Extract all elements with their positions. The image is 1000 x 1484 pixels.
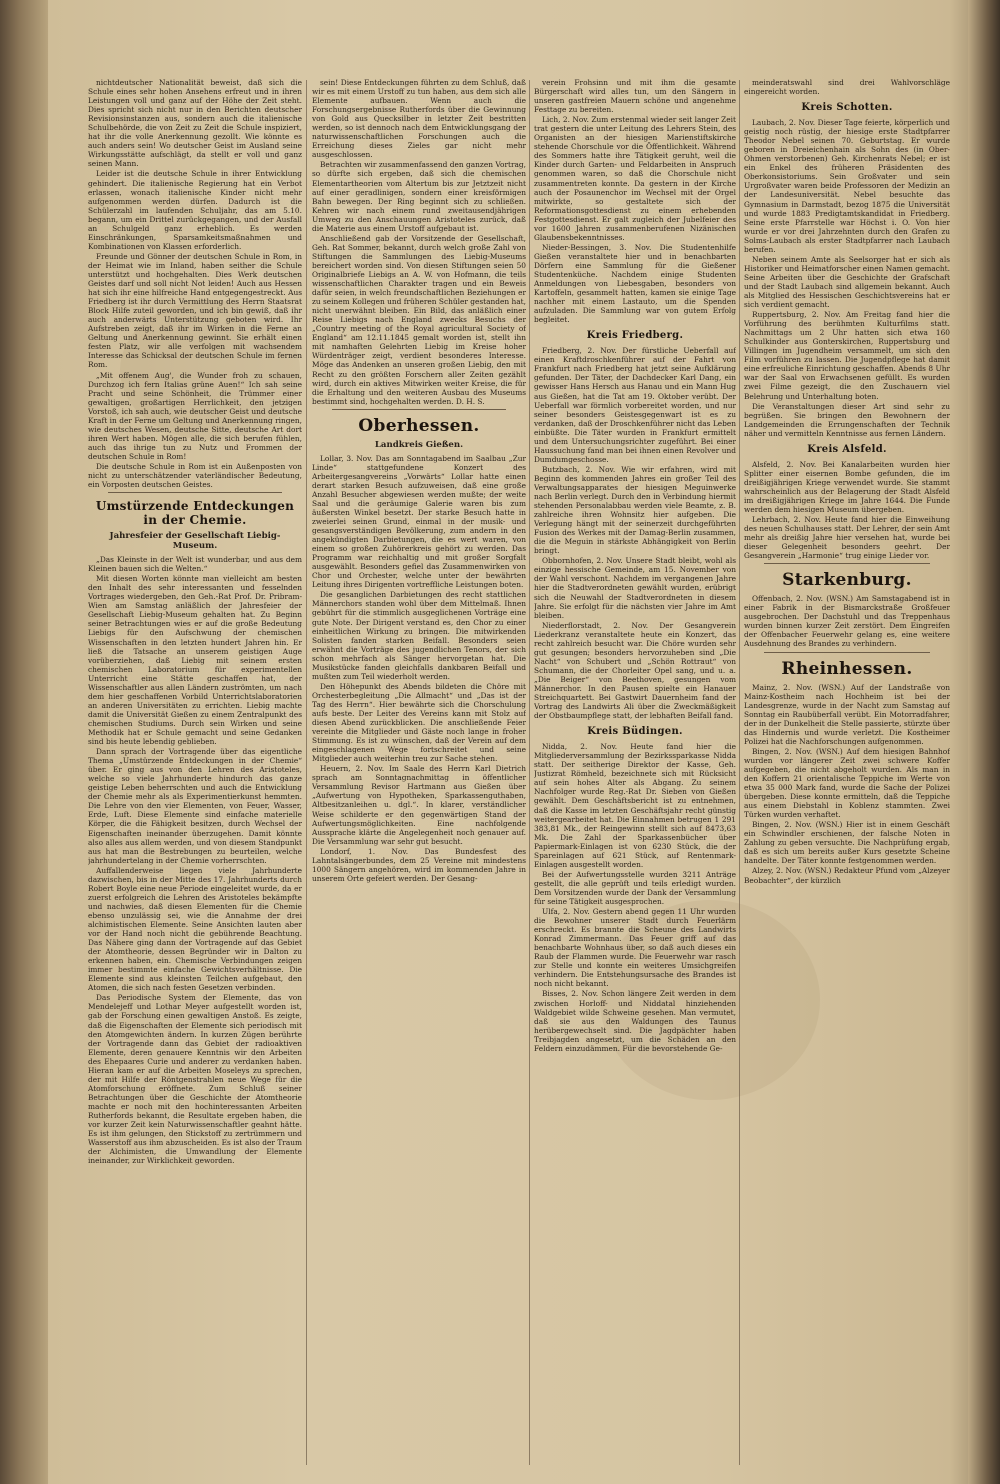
- page-edge-shadow: [968, 0, 1000, 1484]
- paragraph: Nidda, 2. Nov. Heute fand hier die Mitgliederversammlung der Bezirkssparkasse Nidda statt. Der seitherige Direktor der Kasse, Geh. Justizrat Römheld, bezeichnete sich mit Rücksicht auf sein hohes Alter als Abgang. Zu seinem Nachfolger wurde Reg.-Rat Dr. Sieben von Gießen gewählt. Dem Geschäftsbericht ist zu entnehmen, daß die Kasse im letzten Geschäftsjahr recht günstig weitergearbeitet hat. Die Einnahmen betrugen 1 291 383,81 Mk., der Reingewinn stellt sich auf 8473,63 Mk. Die Zahl der Sparkassenbücher über Papiermark-Einlagen ist von 6230 Stück, die der Spareinlagen auf 621 Stück, auf Rentenmark-Einlagen ausgestellt worden.: [534, 742, 736, 869]
- district-heading-alsfeld: Kreis Alsfeld.: [807, 443, 887, 455]
- paragraph: Niederflorstadt, 2. Nov. Der Gesangverein Liederkranz veranstaltete heute ein Konzert, das recht zahlreich besucht war. Die Chöre wurden sehr gut gesungen; besonders hervorzuheben sind „Die Nacht“ von Schubert und „Schön Rottraut“ von Schumann, die der Chorleiter Opel sang, und u. a. „Die Beiger“ von Beethoven, gesungen vom Männerchor. In den Pausen spielte ein Hanauer Streichquartett. Bei Gastwirt Dauernheim fand der Vortrag des Landwirts Ali über die Zweckmäßigkeit der Obstbaumpflege statt, der lebhaften Beifall fand.: [534, 620, 736, 721]
- column-rule: [739, 80, 740, 1465]
- column-1: [88, 78, 302, 1468]
- column-4-starkenburg-news: [744, 594, 950, 648]
- column-2-news: [312, 454, 526, 883]
- paragraph: „Das Kleinste in der Welt ist wunderbar, und aus dem Kleinen bauen sich die Welten.“: [88, 555, 302, 574]
- column-1-text: [88, 78, 302, 489]
- paragraph: Obbornhofen, 2. Nov. Unsere Stadt bleibt, wohl als einzige hessische Gemeinde, am 15. November von der Wahl verschont. Nachdem im vergangenen Jahre hier die Stadtverordneten gewählt wurden, erübrigt sich die Neuwahl der Stadtverordneten in diesem Jahre. Sie erfolgt für die nächsten vier Jahre im Amt bleiben.: [534, 556, 736, 620]
- column-rule: [306, 80, 307, 1465]
- paragraph: Freunde und Gönner der deutschen Schule in Rom, in der Heimat wie im Inland, haben seither die Schule unterstützt und hochgehalten. Dies Werk deutschen Geistes darf und soll nicht Not leiden! Auch aus Hessen hat sich ihr eine hilfreiche Hand entgegengestreckt. Aus Friedberg ist ihr durch Vermittlung des Herrn Staatsrat Block Hilfe zuteil geworden, und ich bin gewiß, daß ihr auch anderwärts Unterstützung geboten wird. Ihr Aufstreben zeigt, daß ihr im Wirken in die Ferne an Geltung und Anerkennung gewinnt. Sie erhält einen festen Platz, wir alle verfolgen mit wachsendem Interesse das Schicksal der deutschen Schule im fernen Rom.: [88, 251, 302, 370]
- article-body-chemie: [88, 555, 302, 1165]
- paragraph: Lehrbach, 2. Nov. Heute fand hier die Einweihung des neuen Schulhauses statt. Der Lehrer, der sein Amt mehr als dreißig Jahre hier versehen hat, wurde bei dieser Gelegenheit besonders geehrt. Der Gesangverein „Harmonie“ trug einige Lieder vor.: [744, 515, 950, 561]
- paragraph: Bingen, 2. Nov. (WSN.) Hier ist in einem Geschäft ein Schwindler erschienen, der falsche Noten in Zahlung zu geben versuchte. Die Nachprüfung ergab, daß es sich um bereits außer Kurs gesetzte Scheine handelte. Der Täter konnte festgenommen werden.: [744, 820, 950, 866]
- column-4-alsfeld-news: [744, 460, 950, 561]
- paragraph: Alsfeld, 2. Nov. Bei Kanalarbeiten wurden hier Splitter einer eisernen Bombe gefunden, die im dreißigjährigen Kriege verwendet wurde. Sie stammt wahrscheinlich aus der Belagerung der Stadt Alsfeld im dreißigjährigen Kriege im Jahre 1644. Die Funde werden dem hiesigen Museum übergeben.: [744, 459, 950, 514]
- article-subheadline-liebig: Jahresfeier der Gesellschaft Liebig-Museum.: [109, 531, 281, 552]
- column-4: [744, 78, 950, 1468]
- paragraph: Ruppertsburg, 2. Nov. Am Freitag fand hier die Vorführung des berühmten Kulturfilms statt. Nachmittags um 2 Uhr hatten sich etwa 160 Schulkinder aus Gonterskirchen, Ruppertsburg und Villingen im Jugendheim versammelt, um sich den Film vorführen zu lassen. Die Jugendpflege hat damit eine erfreuliche Einrichtung geschaffen. Abends 8 Uhr war der Saal von Erwachsenen gefüllt. Es wurden zwei Filme gezeigt, die den Zuschauern viel Belehrung und Unterhaltung boten.: [744, 310, 950, 401]
- paragraph: Das Periodische System der Elemente, das von Mendelejeff und Lothar Meyer aufgestellt worden ist, gab der Forschung einen gewaltigen Anstoß. Es zeigte, daß die Eigenschaften der Elemente sich periodisch mit den Atomgewichten ändern. In kurzen Zügen berührte der Vortragende dann das Gebiet der radioaktiven Elemente, deren genauere Kenntnis wir den Arbeiten des Ehepaares Curie und anderer zu verdanken haben. Hieran kam er auf die Arbeiten Moseleys zu sprechen, der mit Hilfe der Röntgenstrahlen neue Wege für die Atomforschung eröffnete. Zum Schluß seiner Betrachtungen über die Geschichte der Atomtheorie machte er noch mit den hochinteressanten Arbeiten Rutherfords bekannt, die Resultate ergeben haben, die vor kurzer Zeit kein Naturwissenschaftler geahnt hätte. Es ist ihm gelungen, den Stickstoff zu zertrümmern und Wasserstoff aus ihm abzuscheiden. Es ist also der Traum der Alchimisten, die Umwandlung der Elemente ineinander, zur Wirklichkeit geworden.: [88, 993, 302, 1166]
- paragraph: Die gesanglichen Darbietungen des recht stattlichen Männerchors standen wohl über dem Mittelmaß. Ihnen gebührt für die stimmlich ausgeglichenen Vorträge eine gute Note. Der Dirigent verstand es, den Chor zu einer einheitlichen Wirkung zu bringen. Die mitwirkenden Solisten fanden starken Beifall. Besonders seien erwähnt die Vorträge des jugendlichen Tenors, der sich schon mehrfach als Sänger hervorgetan hat. Die Musikstücke fanden gleichfalls dankbaren Beifall und mußten zum Teil wiederholt werden.: [312, 590, 526, 681]
- paragraph: Lollar, 3. Nov. Das am Sonntagabend im Saalbau „Zur Linde“ stattgefundene Konzert des Arbeitergesangvereins „Vorwärts“ Lollar hatte einen derart starken Besuch aufzuweisen, daß eine große Anzahl Besucher abgewiesen werden mußte; der weite Saal und die geräumige Galerie waren bis zum äußersten Winkel besetzt. Der starke Besuch hatte in zweierlei seinen Grund, einmal in der musik- und gesangsverständigen Bevölkerung, zum andern in den angekündigten Darbietungen, die es wert waren, von einem so großen Zuhörerkreis gehört zu werden. Das Programm war reichhaltig und mit großer Sorgfalt ausgewählt. Besonders gefiel das Zusammenwirken von Chor und Orchester, welche unter der bewährten Leitung ihres Dirigenten vortreffliche Leistungen boten.: [312, 453, 526, 590]
- district-heading-friedberg: Kreis Friedberg.: [586, 330, 684, 342]
- district-heading-buedingen: Kreis Büdingen.: [587, 726, 683, 738]
- paragraph: Ulfa, 2. Nov. Gestern abend gegen 11 Uhr wurden die Bewohner unserer Stadt durch Feuerlärm erschreckt. Es brannte die Scheune des Landwirts Konrad Zimmermann. Das Feuer griff auf das benachbarte Wohnhaus über, so daß auch dieses ein Raub der Flammen wurde. Die Feuerwehr war rasch zur Stelle und konnte ein weiteres Umsichgreifen verhindern. Die Entstehungsursache des Brandes ist noch nicht bekannt.: [534, 907, 736, 989]
- section-divider: [332, 409, 506, 410]
- paragraph: „Mit offenem Aug', die Wunder froh zu schauen, Durchzog ich fern Italias grüne Auen!“ Ich sah seine Pracht und seine Schönheit, die Trümmer einer gewaltigen, großartigen Herrlichkeit, den jetzigen Vorstoß, ich sah auch, wie deutscher Geist und deutsche Kraft in der Ferne um Geltung und Anerkennung ringen, wie deutsches Wesen, deutsche Sitte, deutsche Art dort ihren Wert haben. Mögen alle, die sich berufen fühlen, auch das ihrige tun zu Nutz und Frommen der deutschen Schule in Rom!: [88, 370, 302, 461]
- column-3-text: [534, 78, 736, 324]
- paragraph: verein Frohsinn und mit ihm die gesamte Bürgerschaft wird alles tun, um den Sängern in unseren gastfreien Mauern schöne und angenehme Festtage zu bereiten.: [534, 78, 736, 115]
- section-divider: [764, 563, 930, 564]
- book-binding-gutter: [0, 0, 48, 1484]
- paragraph: Leider ist die deutsche Schule in ihrer Entwicklung gehindert. Die italienische Regierung hat ein Verbot erlassen, wonach italienische Kinder nicht mehr aufgenommen werden dürfen. Dadurch ist die Schülerzahl im laufenden Schuljahr, das am 5.10. begann, um ein Drittel zurückgegangen, und der Ausfall an Schulgeld ganz erheblich. Es werden Einschränkungen, Sparsamkeitsmaßnahmen und Kombinationen von Klassen erforderlich.: [88, 169, 302, 251]
- paragraph: Die Veranstaltungen dieser Art sind sehr zu begrüßen. Sie bringen den Bewohnern der Landgemeinden die Errungenschaften der Technik näher und vermitteln Kenntnisse aus fernen Ländern.: [744, 401, 950, 438]
- paragraph: Laubach, 2. Nov. Dieser Tage feierte, körperlich und geistig noch rüstig, der hiesige erste Stadtpfarrer Theodor Nebel seinen 70. Geburtstag. Er wurde geboren in Dreieichenhain als Sohn des (in Ober-Ohmen verstorbenen) Geh. Kirchenrats Nebel; er ist ein Enkel des früheren Präsidenten des Oberkonsistoriums. Sein Großvater und sein Urgroßvater waren beide Professoren der Medizin an der Landesuniversität. Nebel besuchte das Gymnasium in Darmstadt, bezog 1875 die Universität und wurde 1883 Predigtamtskandidat in Friedberg. Seine erste Pfarrstelle war Höchst i. O. Von hier wurde er vor drei Jahrzehnten durch den Grafen zu Solms-Laubach als erster Stadtpfarrer nach Laubach berufen.: [744, 118, 950, 254]
- paragraph: Londorf, 1. Nov. Das Bundesfest des Lahntalsängerbundes, dem 25 Vereine mit mindestens 1000 Sängern angehören, wird im kommenden Jahre in unserem Orte gefeiert werden. Der Gesang-: [312, 846, 526, 883]
- paragraph: Bingen, 2. Nov. (WSN.) Auf dem hiesigen Bahnhof wurden vor längerer Zeit zwei schwere Koffer aufgegeben, die nicht abgeholt wurden. Als man in den Koffern 21 orientalische Teppiche im Werte von etwa 35 000 Mark fand, wurde die Sache der Polizei übergeben. Diese konnte ermitteln, daß die Teppiche aus einem Diebstahl in Koblenz stammten. Zwei Türken wurden verhaftet.: [744, 746, 950, 820]
- column-3-buedingen-news: [534, 742, 736, 1053]
- district-heading-schotten: Kreis Schotten.: [801, 102, 893, 114]
- paragraph: Die deutsche Schule in Rom ist ein Außenposten von nicht zu unterschätzender vaterländischer Bedeutung, ein Vorposten deutschen Geistes.: [88, 461, 302, 490]
- paragraph: Alzey, 2. Nov. (WSN.) Redakteur Pfund vom „Alzeyer Beobachter“, der kürzlich: [744, 866, 950, 885]
- paragraph: Den Höhepunkt des Abends bildeten die Chöre mit Orchesterbegleitung „Die Allmacht“ und „Das ist der Tag des Herrn“. Hier bewährte sich die Chorschulung aufs beste. Der Leiter des Vereins kann mit Stolz auf diesen Abend zurückblicken. Die anschließende Feier vereinte die Mitglieder und Gäste noch lange in froher Stimmung. Es ist zu wünschen, daß der Verein auf dem eingeschlagenen Wege fortschreitet und seine Mitglieder auch weiterhin treu zur Sache stehen.: [312, 681, 526, 764]
- paragraph: Nieder-Bessingen, 3. Nov. Die Studentenhilfe Gießen veranstaltete hier und in benachbarten Dörfern eine Sammlung für die Gießener Studentenküche. Nachdem einige Studenten Anmeldungen von Liebesgaben, besonders von Kartoffeln, gesammelt hatten, kamen sie einige Tage nachher mit einem Lastauto, um die Spenden aufzuladen. Die Sammlung war von gutem Erfolg begleitet.: [534, 242, 736, 325]
- paragraph: Bei der Aufwertungsstelle wurden 3211 Anträge gestellt, die alle geprüft und teils erledigt wurden. Dem Vorsitzenden wurde der Dank der Versammlung für seine Tätigkeit ausgesprochen.: [534, 869, 736, 906]
- paragraph: Auffallenderweise liegen viele Jahrhunderte dazwischen, bis in der Mitte des 17. Jahrhunderts durch Robert Boyle eine neue Periode eingeleitet wurde, da er zuerst erfolgreich die Lehren des Aristoteles bekämpfte und nachwies, daß diesen Elementen für die Chemie ebenso unzulässig sei, wie die Annahme der drei alchimistischen Elemente. Seine Ansichten lauten aber vor der Hand noch nicht die gebührende Beachtung. Das Nähere ging dann der Vortragende auf das Gebiet der Atomtheorie, dessen Begründer wir in Dalton zu erkennen haben, ein. Chemische Verbindungen zeigen immer bestimmte einfache Gewichtsverhältnisse. Die Elemente sind aus kleinsten Teilchen aufgebaut, den Atomen, die sich nach festen Gesetzen verbinden.: [88, 865, 302, 993]
- district-heading-giessen: Landkreis Gießen.: [374, 439, 464, 450]
- paragraph: Betrachten wir zusammenfassend den ganzen Vortrag, so dürfte sich ergeben, daß sich die chemischen Elementartheorien vom Altertum bis zur Jetztzeit nicht auf einer geradlinigen, sondern einer kreisförmigen Bahn bewegen. Der Ring beginnt sich zu schließen. Kehren wir nach einem rund zweitausendjährigen Umweg zu den Anschauungen Aristoteles zurück, daß die Materie aus einem Urstoff aufgebaut ist.: [312, 160, 526, 233]
- paragraph: Friedberg, 2. Nov. Der fürstliche Ueberfall auf einen Kraftdroschkenführer auf der Fahrt von Frankfurt nach Friedberg hat jetzt seine Aufklärung gefunden. Der Täter, der Dachdecker Karl Dang, ein gewisser Hans Hersch aus Hanau und ein Mann Hug aus Gießen, hat die Tat am 19. Oktober verübt. Der Ueberfall war förmlich vorbereitet worden, und nur seiner besonders Geistesgegenwart ist es zu verdanken, daß der Droschkenführer nicht das Leben einbüßte. Die Täter wurden in Frankfurt ermittelt und dem Untersuchungsrichter zugeführt. Bei einer Haussuchung fand man bei ihnen einen Revolver und Dumdumgeschosse.: [534, 346, 736, 464]
- paragraph: Bisses, 2. Nov. Schon längere Zeit werden in dem zwischen Horloff- und Niddatal hinziehenden Waldgebiet wilde Schweine gesehen. Man vermutet, daß sie aus den Waldungen des Taunus herübergewechselt sind. Die Jagdpächter haben Treibjagden angesetzt, um die Schäden an den Feldern einzudämmen. Für die bevorstehende Ge-: [534, 989, 736, 1053]
- column-4-rheinhessen-news: [744, 683, 950, 885]
- region-heading-starkenburg: Starkenburg.: [782, 570, 912, 591]
- paragraph: Lich, 2. Nov. Zum erstenmal wieder seit langer Zeit trat gestern die unter Leitung des Lehrers Stein, des Organisten an der hiesigen Marienstiftskirche stehende Chorschule vor die Öffentlichkeit. Während des Sommers hatte ihre Tätigkeit geruht, weil die Kinder durch Garten- und Feldarbeiten in Anspruch genommen waren, so daß die Chorschule nicht zusammentreten konnte. Da gestern in der Kirche auch der Posaunenchor im Wechsel mit der Orgel mitwirkte, so gestaltete sich der Reformationsgottesdienst zu einem erhebenden Festgottesdienst. Er galt zugleich der Jubelfeier des vor 1600 Jahren zusammenberufenen Nizänischen Glaubensbekenntnisses.: [534, 115, 736, 242]
- region-heading-oberhessen: Oberhessen.: [358, 415, 480, 436]
- section-divider: [108, 492, 282, 493]
- column-3: [534, 78, 736, 1468]
- paragraph: nichtdeutscher Nationalität beweist, daß sich die Schule eines sehr hohen Ansehens erfreut und in ihren Leistungen voll und ganz auf der Höhe der Zeit steht. Dies spricht sich nicht nur in den Berichten deutscher Revisionsinstanzen aus, sondern auch die italienische Schulbehörde, die von Zeit zu Zeit die Schule inspiziert, hat ihr die volle Anerkennung gezollt. Wie könnte es auch anders sein! Wo deutscher Geist im Ausland seine Wirkungsstätte aufschlägt, da stellt er voll und ganz seinen Mann.: [88, 78, 302, 169]
- article-headline-chemie: Umstürzende Entdeckungen in der Chemie.: [95, 499, 295, 528]
- paragraph: Offenbach, 2. Nov. (WSN.) Am Samstagabend ist in einer Fabrik in der Bismarckstraße Großfeuer ausgebrochen. Der Dachstuhl und das Treppenhaus wurden binnen kurzer Zeit zerstört. Dem Eingreifen der Offenbacher Feuerwehr gelang es, eine weitere Ausdehnung des Brandes zu verhindern.: [744, 594, 950, 649]
- column-rule: [529, 80, 530, 1465]
- paragraph: Heuern, 2. Nov. Im Saale des Herrn Karl Dietrich sprach am Sonntagnachmittag in öffentlicher Versammlung Revisor Hartmann aus Gießen über „Aufwertung von Hypotheken, Sparkassenguthaben, Altbesitzanleihen u. dgl.“. In klarer, verständlicher Weise schilderte er den gegenwärtigen Stand der Aufwertungsmöglichkeiten. Eine nachfolgende Aussprache klärte die Angelegenheit noch genauer auf. Die Versammlung war sehr gut besucht.: [312, 764, 526, 846]
- paragraph: sein! Diese Entdeckungen führten zu dem Schluß, daß wir es mit einem Urstoff zu tun haben, aus dem sich alle Elemente aufbauen. Wenn auch die Forschungsergebnisse Rutherfords über die Gewinnung von Gold aus Quecksilber in letzter Zeit bestritten werden, so ist dennoch nach dem Entwicklungsgang der naturwissenschaftlichen Forschungen auch die Erreichung dieses Zieles gar nicht mehr ausgeschlossen.: [312, 78, 526, 160]
- paragraph: Mainz, 2. Nov. (WSN.) Auf der Landstraße von Mainz-Kostheim nach Hochheim ist bei der Landesgrenze, wurde in der Nacht zum Samstag auf Sonntag ein Raubüberfall verübt. Ein Motorradfahrer, der in der Dunkelheit die Stelle passierte, stürzte über das Hindernis und wurde verletzt. Die Kostheimer Polizei hat die Nachforschungen aufgenommen.: [744, 682, 950, 746]
- paragraph: Anschließend gab der Vorsitzende der Gesellschaft, Geh. Rat Sommer, bekannt, durch welch große Zahl von Stiftungen die Sammlungen des Liebig-Museums bereichert worden sind. Von diesen Stiftungen seien 50 Originalbriefe Liebigs an A. W. von Hofmann, die teils wissenschaftlichen Charakter tragen und ein Beweis dafür seien, in welch freundschaftlichen Beziehungen er zu seinem Kollegen und früheren Schüler gestanden hat, nicht unerwähnt bleiben. Ein Bild, das anläßlich einer Reise Liebigs nach England zwecks Besuchs der „Country meeting of the Royal agricultural Society of England“ am 12.11.1845 gemalt worden ist, stellt ihn mit namhaften Gelehrten Liebig im Kreise hoher Würdenträger zeigt, verdient besonderes Interesse. Möge das Andenken an unseren großen Liebig, den mit Recht zu den größten Forschern aller Zeiten gezählt wird, durch ein aktives Mitwirken weiter Kreise, die für die Erhaltung und den weiteren Ausbau des Museums bestimmt sind, hochgehalten werden. D. H. S.: [312, 233, 526, 406]
- paragraph: Butzbach, 2. Nov. Wie wir erfahren, wird mit Beginn des kommenden Jahres ein großer Teil des Verwaltungsapparates der hiesigen Meguinwerke nach Berlin verlegt. Durch den in Verbindung hiermit stehenden Personalabbau werden viele Beamte, z. B. zahlreiche ihren Wohnsitz hier aufgeben. Die Verlegung hängt mit der seinerzeit durchgeführten Fusion des Werkes mit der Damag-Berlin zusammen, die die Meguin in stärkste Abhängigkeit von Berlin bringt.: [534, 464, 736, 556]
- section-divider: [764, 652, 930, 653]
- column-2: [312, 78, 526, 1468]
- paragraph: meinderatswahl sind drei Wahlvorschläge eingereicht worden.: [744, 78, 950, 97]
- paragraph: Dann sprach der Vortragende über das eigentliche Thema „Umstürzende Entdeckungen in der Chemie“ über. Er ging aus von den Lehren des Aristoteles, welche so viele Jahrhunderte hindurch das ganze geistige Leben beherrschten und auch die Entwicklung der Chemie mehr als als Experimentierkunst hemmten. Die Lehre von den vier Elementen, von Feuer, Wasser, Erde, Luft. Diese Elemente sind einfache materielle Körper, die die Fähigkeit besitzen, durch Wechsel der Eigenschaften ineinander überzugehen. Damit könnte also alles aus allem werden, und von diesem Standpunkt aus hat man die Bestrebungen zu beurteilen, welche jahrhundertelang in der Chemie vorherrschten.: [88, 747, 302, 865]
- paragraph: Mit diesen Worten könnte man vielleicht am besten den Inhalt des sehr interessanten und fesselnden Vortrages wiedergeben, den Geh.-Rat Prof. Dr. Pribram-Wien am Samstag anläßlich der Jahresfeier der Gesellschaft Liebig-Museum gehalten hat. Zu Beginn seiner Betrachtungen wies er auf die große Bedeutung Liebigs für den Aufschwung der chemischen Wissenschaften in den letzten hundert Jahren hin. Er ließ die Tatsache an unserem geistigen Auge vorüberziehen, daß Liebig mit seinem ersten chemischen Laboratorium für experimentellen Unterricht eine Stätte geschaffen hat, der Wissenschaftler aus allen Ländern zuströmten, um nach dem hier geschaffenen Vorbild Unterrichtslaboratorien an anderen Universitäten zu errichten. Liebig machte damit die Universität Gießen zu einem Zentralpunkt des chemischen Studiums. Durch sein Wirken und seine Methodik hat er Schule gemacht und seine Gedanken sind bis heute lebendig geblieben.: [88, 574, 302, 747]
- region-heading-rheinhessen: Rheinhessen.: [781, 658, 913, 679]
- column-4-schotten-news: [744, 118, 950, 438]
- column-3-friedberg-news: [534, 346, 736, 720]
- column-4-text: [744, 78, 950, 96]
- column-2-text: [312, 78, 526, 406]
- paragraph: Neben seinem Amte als Seelsorger hat er sich als Historiker und Heimatforscher einen Namen gemacht. Seine Arbeiten über die Geschichte der Grafschaft und der Stadt Laubach sind allgemein bekannt. Auch als Mitglied des Hessischen Geschichtsvereins hat er sich verdient gemacht.: [744, 254, 950, 310]
